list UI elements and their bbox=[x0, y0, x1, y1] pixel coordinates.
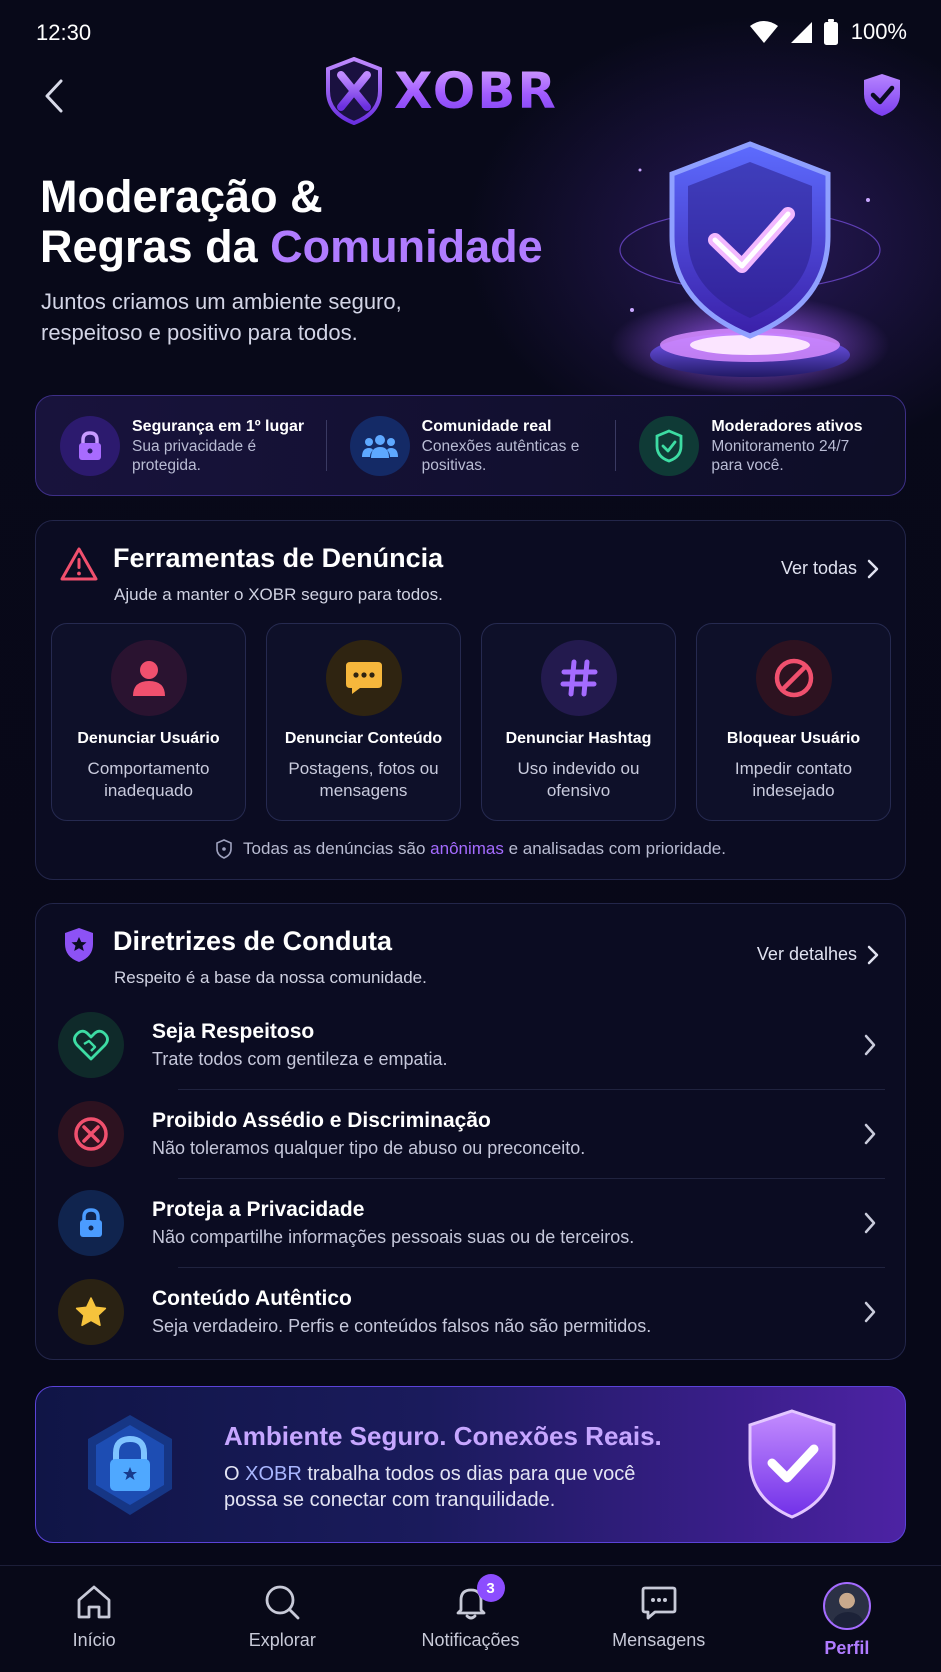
tool-name: Denunciar Hashtag bbox=[505, 730, 652, 747]
heart-handshake-icon bbox=[58, 1012, 124, 1078]
rule-title: Seja Respeitoso bbox=[152, 1019, 315, 1043]
see-all-link[interactable] bbox=[781, 558, 879, 579]
shield-check-icon bbox=[639, 416, 699, 476]
chevron-right-icon bbox=[855, 1034, 885, 1056]
wifi-icon bbox=[749, 20, 779, 44]
moderation-shield-button[interactable] bbox=[861, 72, 903, 118]
status-icons bbox=[749, 18, 907, 46]
tool-name: Denunciar Conteúdo bbox=[284, 730, 443, 747]
report-tools-card bbox=[35, 520, 906, 880]
report-tools-subtitle: Ajude a manter o XOBR seguro para todos. bbox=[114, 585, 443, 604]
tool-desc: Impedir contato indesejado bbox=[734, 759, 853, 800]
notification-badge: 3 bbox=[477, 1574, 505, 1602]
tool-desc: Postagens, fotos ou mensagens bbox=[288, 759, 439, 800]
feature-title: Comunidade real bbox=[421, 417, 552, 435]
rule-title: Conteúdo Autêntico bbox=[152, 1286, 352, 1310]
block-user-button[interactable] bbox=[696, 623, 891, 821]
avatar bbox=[823, 1582, 871, 1630]
bottom-nav bbox=[0, 1565, 941, 1672]
search-icon bbox=[262, 1582, 302, 1622]
banner-title: Ambiente Seguro. Conexões Reais. bbox=[224, 1421, 662, 1451]
hero-shield-illustration bbox=[600, 140, 900, 400]
report-tools-title: Ferramentas de Denúncia bbox=[113, 543, 444, 573]
signal-icon bbox=[789, 20, 813, 44]
report-user-button[interactable] bbox=[51, 623, 246, 821]
users-icon bbox=[350, 416, 410, 476]
nav-profile[interactable] bbox=[753, 1566, 941, 1672]
nav-notifications[interactable] bbox=[376, 1566, 564, 1672]
chevron-right-icon bbox=[855, 1301, 885, 1323]
rule-privacy[interactable] bbox=[58, 1178, 885, 1267]
tool-desc: Comportamento inadequado bbox=[87, 759, 210, 800]
home-icon bbox=[74, 1582, 114, 1622]
rule-authentic[interactable] bbox=[58, 1267, 885, 1356]
chat-bubble-icon bbox=[326, 640, 402, 716]
app-logo bbox=[326, 56, 558, 126]
rule-no-harassment[interactable] bbox=[58, 1089, 885, 1178]
tool-desc: Uso indevido ou ofensivo bbox=[517, 759, 640, 800]
see-details-label: Ver detalhes bbox=[756, 944, 857, 964]
hashtag-icon bbox=[541, 640, 617, 716]
banner-text: O XOBR trabalha todos os dias para que você possa se conectar com tranquilidade. bbox=[224, 1463, 636, 1511]
feature-community bbox=[326, 396, 616, 495]
rule-desc: Seja verdadeiro. Perfis e conteúdos falsos não são permitidos. bbox=[152, 1315, 652, 1336]
chevron-right-icon bbox=[867, 559, 879, 579]
divider bbox=[178, 1267, 885, 1268]
nav-label: Início bbox=[72, 1630, 116, 1650]
shield-check-icon bbox=[744, 1407, 840, 1521]
warning-icon bbox=[60, 547, 98, 581]
guidelines-card bbox=[35, 903, 906, 1360]
report-hashtag-button[interactable] bbox=[481, 623, 676, 821]
hero-title bbox=[40, 172, 600, 272]
feature-desc: Sua privacidade é protegida. bbox=[132, 437, 257, 474]
tool-name: Denunciar Usuário bbox=[77, 730, 220, 747]
status-bar bbox=[0, 0, 941, 64]
nav-home[interactable] bbox=[0, 1566, 188, 1672]
small-shield-icon bbox=[215, 839, 233, 859]
see-details-link[interactable] bbox=[757, 944, 879, 965]
feature-security bbox=[36, 396, 326, 495]
rule-desc: Não compartilhe informações pessoais suas ou de terceiros. bbox=[152, 1226, 635, 1247]
tool-name: Bloquear Usuário bbox=[726, 730, 861, 747]
lock-icon bbox=[58, 1190, 124, 1256]
report-tools-grid bbox=[51, 623, 893, 821]
chevron-right-icon bbox=[855, 1212, 885, 1234]
divider bbox=[178, 1178, 885, 1179]
shield-check-icon bbox=[861, 72, 903, 118]
guidelines-subtitle: Respeito é a base da nossa comunidade. bbox=[114, 968, 427, 987]
anonymous-note bbox=[36, 839, 905, 859]
see-all-label: Ver todas bbox=[780, 558, 857, 578]
shield-star-icon bbox=[62, 926, 96, 964]
feature-title: Moderadores ativos bbox=[711, 417, 863, 435]
safe-environment-banner bbox=[35, 1386, 906, 1543]
guidelines-title: Diretrizes de Conduta bbox=[113, 926, 393, 956]
chevron-right-icon bbox=[855, 1123, 885, 1145]
user-icon bbox=[111, 640, 187, 716]
rule-respect[interactable] bbox=[58, 1000, 885, 1089]
feature-moderators bbox=[615, 396, 905, 495]
rule-title: Proteja a Privacidade bbox=[152, 1197, 365, 1221]
lock-icon bbox=[60, 416, 120, 476]
star-icon bbox=[58, 1279, 124, 1345]
hero-subtitle: Juntos criamos um ambiente seguro, respeitoso e positivo para todos. bbox=[41, 289, 402, 345]
chevron-left-icon bbox=[43, 78, 65, 114]
nav-explore[interactable] bbox=[188, 1566, 376, 1672]
features-strip bbox=[35, 395, 906, 496]
block-icon bbox=[756, 640, 832, 716]
logo-text: XOBR bbox=[394, 62, 558, 120]
logo-shield-icon bbox=[326, 57, 382, 125]
message-icon bbox=[639, 1582, 679, 1622]
nav-label: Explorar bbox=[248, 1630, 316, 1650]
battery-icon bbox=[823, 19, 839, 45]
padlock-badge-icon bbox=[80, 1411, 180, 1519]
rule-desc: Trate todos com gentileza e empatia. bbox=[152, 1048, 448, 1069]
hero-title-plain: Regras da bbox=[40, 221, 271, 272]
status-time: 12:30 bbox=[36, 20, 92, 45]
battery-level: 100% bbox=[850, 19, 907, 44]
banner-brand: XOBR bbox=[245, 1463, 302, 1485]
prohibited-icon bbox=[58, 1101, 124, 1167]
rule-desc: Não toleramos qualquer tipo de abuso ou preconceito. bbox=[152, 1137, 586, 1158]
nav-messages[interactable] bbox=[565, 1566, 753, 1672]
feature-desc: Monitoramento 24/7 para você. bbox=[711, 437, 850, 474]
chevron-right-icon bbox=[867, 945, 879, 965]
nav-label: Notificações bbox=[421, 1630, 520, 1650]
divider bbox=[178, 1089, 885, 1090]
hero-title-line2 bbox=[40, 222, 600, 272]
feature-title: Segurança em 1º lugar bbox=[132, 417, 305, 435]
anonymous-note-text: Todas as denúncias são anônimas e analisadas com prioridade. bbox=[243, 839, 726, 858]
nav-label: Mensagens bbox=[612, 1630, 706, 1650]
feature-desc: Conexões autênticas e positivas. bbox=[421, 437, 580, 474]
back-button[interactable] bbox=[36, 76, 72, 116]
report-content-button[interactable] bbox=[266, 623, 461, 821]
rule-title: Proibido Assédio e Discriminação bbox=[152, 1108, 491, 1132]
hero-title-line1: Moderação & bbox=[40, 171, 323, 222]
nav-label: Perfil bbox=[824, 1638, 870, 1658]
hero-title-accent: Comunidade bbox=[270, 221, 543, 272]
